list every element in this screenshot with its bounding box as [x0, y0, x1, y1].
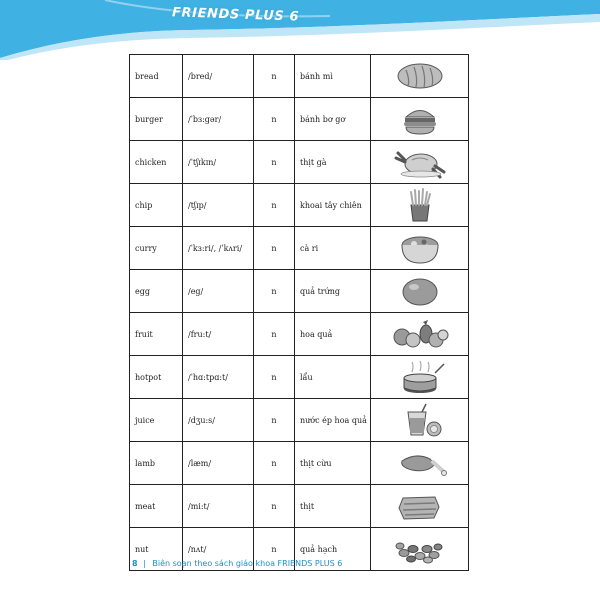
part-of-speech-cell: n [254, 399, 295, 442]
word-cell: hotpot [130, 356, 183, 399]
footer-text: Biên soạn theo sách giáo khoa FRIENDS PLUS 6 [152, 559, 343, 568]
meaning-cell: bánh bơ gơ [295, 98, 371, 141]
table-row [130, 270, 469, 313]
word-cell: egg [130, 270, 183, 313]
part-of-speech-cell: n [254, 98, 295, 141]
vocabulary-table-body [130, 55, 469, 571]
table-row [130, 356, 469, 399]
part-of-speech-cell: n [254, 313, 295, 356]
table-row [130, 313, 469, 356]
part-of-speech-cell: n [254, 227, 295, 270]
meaning-cell: cà ri [295, 227, 371, 270]
table-row [130, 227, 469, 270]
image-cell [371, 313, 469, 356]
word-cell: fruit [130, 313, 183, 356]
image-cell [371, 528, 469, 571]
lamb-icon [380, 445, 460, 481]
chicken-icon [380, 144, 460, 180]
ipa-cell: /ˈbɜ:gər/ [183, 98, 254, 141]
part-of-speech-cell: n [254, 141, 295, 184]
table-row [130, 55, 469, 98]
meaning-cell: thịt cừu [295, 442, 371, 485]
image-cell [371, 485, 469, 528]
image-cell [371, 442, 469, 485]
part-of-speech-cell: n [254, 184, 295, 227]
ipa-cell: /fru:t/ [183, 313, 254, 356]
nuts-icon [380, 531, 460, 567]
table-row [130, 98, 469, 141]
part-of-speech-cell: n [254, 270, 295, 313]
ipa-cell: /tʃɪp/ [183, 184, 254, 227]
ipa-cell: /nʌt/ [183, 528, 254, 571]
image-cell [371, 227, 469, 270]
part-of-speech-cell: n [254, 442, 295, 485]
ipa-cell: /læm/ [183, 442, 254, 485]
word-cell: chip [130, 184, 183, 227]
part-of-speech-cell: n [254, 528, 295, 571]
fruit-icon [380, 316, 460, 352]
meaning-cell: bánh mì [295, 55, 371, 98]
footer-separator: | [143, 559, 146, 568]
image-cell [371, 399, 469, 442]
ipa-cell: /ˈtʃɪkɪn/ [183, 141, 254, 184]
part-of-speech-cell: n [254, 356, 295, 399]
meat-icon [380, 488, 460, 524]
page-number: 8 [132, 559, 138, 568]
word-cell: burger [130, 98, 183, 141]
word-cell: bread [130, 55, 183, 98]
table-row [130, 485, 469, 528]
ipa-cell: /mi:t/ [183, 485, 254, 528]
meaning-cell: khoai tây chiên [295, 184, 371, 227]
word-cell: nut [130, 528, 183, 571]
image-cell [371, 98, 469, 141]
ipa-cell: /ˈhɑ:tpɑ:t/ [183, 356, 254, 399]
ipa-cell: /bred/ [183, 55, 254, 98]
juice-icon [380, 402, 460, 438]
word-cell: juice [130, 399, 183, 442]
table-row [130, 184, 469, 227]
ipa-cell: /dʒu:s/ [183, 399, 254, 442]
meaning-cell: thịt [295, 485, 371, 528]
hotpot-icon [380, 359, 460, 395]
banner-title: FRIENDS PLUS 6 [171, 5, 300, 25]
image-cell [371, 55, 469, 98]
table-row [130, 442, 469, 485]
ipa-cell: /eg/ [183, 270, 254, 313]
meaning-cell: thịt gà [295, 141, 371, 184]
meaning-cell: nước ép hoa quả [295, 399, 371, 442]
word-cell: curry [130, 227, 183, 270]
meaning-cell: hoa quả [295, 313, 371, 356]
chips-icon [380, 187, 460, 223]
word-cell: chicken [130, 141, 183, 184]
ipa-cell: /ˈkɜ:ri/, /ˈkʌri/ [183, 227, 254, 270]
vocabulary-table [129, 54, 469, 571]
image-cell [371, 141, 469, 184]
image-cell [371, 270, 469, 313]
part-of-speech-cell: n [254, 485, 295, 528]
table-row [130, 399, 469, 442]
part-of-speech-cell: n [254, 55, 295, 98]
bread-icon [380, 58, 460, 94]
image-cell [371, 356, 469, 399]
egg-icon [380, 273, 460, 309]
meaning-cell: quả trứng [295, 270, 371, 313]
table-row [130, 141, 469, 184]
meaning-cell: lẩu [295, 356, 371, 399]
image-cell [371, 184, 469, 227]
curry-icon [380, 230, 460, 266]
page-footer [132, 559, 342, 568]
meaning-cell: quả hạch [295, 528, 371, 571]
burger-icon [380, 101, 460, 137]
word-cell: lamb [130, 442, 183, 485]
word-cell: meat [130, 485, 183, 528]
